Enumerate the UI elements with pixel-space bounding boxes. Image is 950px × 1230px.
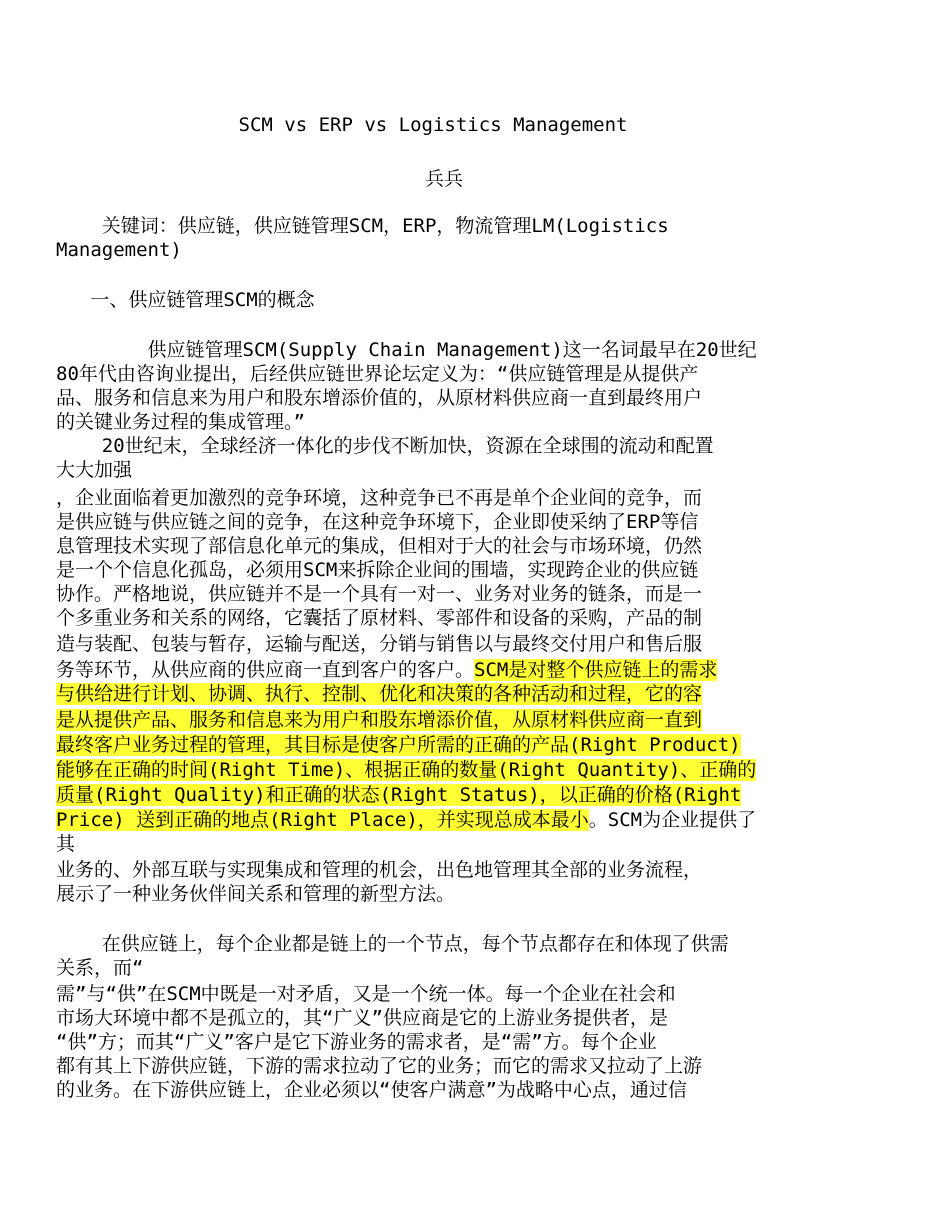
plain-text: 。SCM为企业提供了 [588, 809, 757, 831]
paragraph-line: 是一个个信息化孤岛，必须用SCM来拆除企业间的围墙，实现跨企业的供应链 [56, 559, 699, 581]
paragraph-line: 都有其上下游供应链，下游的需求拉动了它的业务；而它的需求又拉动了上游 [56, 1055, 703, 1077]
highlighted-text: 能够在正确的时间(Right Time)、根据正确的数量(Right Quantity)、正确的 [56, 759, 757, 781]
paragraph-line: 大大加强 [56, 459, 133, 481]
paragraph-line [56, 783, 741, 807]
paragraph-line [56, 758, 756, 782]
document-title: SCM vs ERP vs Logistics Management [238, 114, 628, 136]
highlighted-text: 质量(Right Quality)和正确的状态(Right Status)，以正确的价格(Right [56, 784, 742, 806]
paragraph-line [56, 682, 702, 706]
author-name: 兵兵 [425, 168, 464, 190]
paragraph-line: 需”与“供”在SCM中既是一对矛盾，又是一个统一体。每一个企业在社会和 [56, 983, 676, 1005]
paragraph-line [56, 808, 756, 832]
paragraph-line: “供”方；而其“广义”客户是它下游业务的需求者，是“需”方。每个企业 [56, 1031, 657, 1053]
highlighted-text: 最终客户业务过程的管理，其目标是使客户所需的正确的产品(Right Product) [56, 734, 741, 756]
highlighted-text: SCM是对整个供应链上的需求 [474, 659, 718, 681]
paragraph-line: 的关键业务过程的集成管理。” [56, 411, 305, 433]
paragraph-line: 在供应链上，每个企业都是链上的一个节点，每个节点都存在和体现了供需 [56, 933, 729, 955]
paragraph-line: 20世纪末，全球经济一体化的步伐不断加快，资源在全球围的流动和配置 [56, 435, 714, 457]
paragraph-line: 其 [56, 833, 76, 855]
keywords-line: Management) [56, 239, 182, 261]
paragraph-line: 供应链管理SCM(Supply Chain Management)这一名词最早在20世纪 [56, 339, 757, 361]
paragraph-line: 个多重业务和关系的网络，它囊括了原材料、零部件和设备的采购，产品的制 [56, 607, 703, 629]
paragraph-line: 协作。严格地说，供应链并不是一个具有一对一、业务对业务的链条，而是一 [56, 583, 703, 605]
paragraph-line: 品、服务和信息来为用户和股东增添价值的，从原材料供应商一直到最终用户 [56, 387, 703, 409]
paragraph-line: 展示了一种业务伙伴间关系和管理的新型方法。 [56, 883, 456, 905]
paragraph-line: 市场大环境中都不是孤立的，其“广义”供应商是它的上游业务提供者，是 [56, 1007, 668, 1029]
section-heading: 一、供应链管理SCM的概念 [56, 289, 315, 311]
paragraph-line: 息管理技术实现了部信息化单元的集成，但相对于大的社会与市场环境，仍然 [56, 535, 703, 557]
paragraph-line: 关系，而“ [56, 957, 144, 979]
paragraph-line [56, 708, 702, 732]
highlighted-text: Price) 送到正确的地点(Right Place)，并实现总成本最小 [56, 809, 589, 831]
highlighted-text: 与供给进行计划、协调、执行、控制、优化和决策的各种活动和过程，它的容 [56, 683, 703, 705]
paragraph-line: 业务的、外部互联与实现集成和管理的机会，出色地管理其全部的业务流程， [56, 859, 703, 881]
paragraph-line: ，企业面临着更加激烈的竞争环境，这种竞争已不再是单个企业间的竞争，而 [56, 487, 703, 509]
paragraph-line: 80年代由咨询业提出，后经供应链世界论坛定义为：“供应链管理是从提供产 [56, 363, 699, 385]
paragraph-line: 的业务。在下游供应链上，企业必须以“使客户满意”为战略中心点，通过信 [56, 1079, 687, 1101]
paragraph-line: 造与装配、包装与暂存，运输与配送，分销与销售以与最终交付用户和售后服 [56, 633, 703, 655]
paragraph-line [56, 733, 741, 757]
paragraph-line: 是供应链与供应链之间的竞争，在这种竞争环境下，企业即使采纳了ERP等信 [56, 511, 699, 533]
paragraph-line [56, 658, 717, 682]
keywords-line: 关键词：供应链，供应链管理SCM，ERP，物流管理LM(Logistics [56, 215, 669, 237]
highlighted-text: 是从提供产品、服务和信息来为用户和股东增添价值，从原材料供应商一直到 [56, 709, 703, 731]
plain-text: 务等环节，从供应商的供应商一直到客户的客户。 [56, 659, 475, 681]
